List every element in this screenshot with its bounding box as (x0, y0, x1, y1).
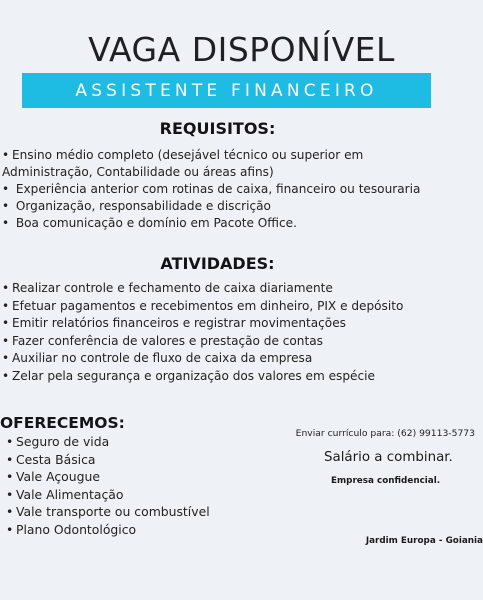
requisito-text: Organização, responsabilidade e discrição (15, 199, 271, 213)
oferecemos-heading: OFERECEMOS: (0, 414, 125, 432)
bullet-icon: • (2, 368, 10, 383)
atividade-text: Realizar controle e fechamento de caixa diariamente (12, 281, 333, 295)
list-item (2, 368, 403, 386)
bullet-icon: • (2, 281, 10, 295)
list-item (2, 333, 403, 351)
atividade-text: Fazer conferência de valores e prestação de contas (12, 333, 323, 348)
list-item (6, 521, 210, 539)
requisito-text: Experiência anterior com rotinas de caixa, financeiro ou tesouraria (15, 182, 421, 196)
bullet-icon: • (2, 316, 10, 331)
requisitos-list (2, 147, 420, 232)
benefit-text: Cesta Básica (16, 451, 96, 467)
requisito-text: Ensino médio completo (desejável técnico ou superior em Administração, Contabilidade ou áreas afins) (2, 148, 364, 179)
atividade-text: Efetuar pagamentos e recebimentos em dinheiro, PIX e depósito (12, 298, 404, 313)
bullet-icon: • (6, 469, 14, 485)
bullet-icon: • (6, 486, 14, 502)
salary-text: Salário a combinar. (324, 450, 453, 465)
bullet-icon: • (6, 521, 14, 537)
list-item (6, 503, 210, 521)
bullet-icon: • (2, 148, 10, 162)
benefit-text: Vale transporte ou combustível (16, 504, 210, 520)
list-item (6, 468, 210, 486)
send-cv-contact: Enviar currículo para: (62) 99113-5773 (295, 428, 475, 439)
requisitos-heading: REQUISITOS: (159, 119, 276, 138)
bullet-icon: • (2, 199, 10, 213)
bullet-icon: • (6, 504, 14, 520)
bullet-icon: • (6, 451, 14, 467)
bullet-icon: • (6, 434, 14, 449)
list-item (2, 298, 403, 316)
list-item (6, 486, 210, 504)
bullet-icon: • (2, 216, 10, 230)
bullet-icon: • (2, 333, 10, 348)
oferecemos-list (6, 433, 210, 539)
atividade-text: Auxiliar no controle de fluxo de caixa da empresa (12, 351, 313, 366)
atividade-text: Zelar pela segurança e organização dos valores em espécie (12, 368, 375, 383)
list-item (2, 181, 420, 198)
list-item (6, 433, 210, 451)
benefit-text: Vale Alimentação (16, 486, 124, 502)
list-item (2, 350, 403, 368)
list-item (2, 198, 420, 215)
bullet-icon: • (2, 182, 10, 196)
atividades-heading: ATIVIDADES: (160, 254, 275, 273)
job-title: ASSISTENTE FINANCEIRO (75, 80, 378, 101)
benefit-text: Seguro de vida (16, 434, 110, 449)
list-item (6, 451, 210, 469)
location-text: Jardim Europa - Goiania (365, 536, 483, 546)
list-item (2, 215, 420, 232)
page-title: VAGA DISPONÍVEL (88, 30, 395, 69)
atividades-list (2, 280, 403, 386)
requisito-text: Boa comunicação e domínio em Pacote Office. (15, 216, 297, 230)
atividade-text: Emitir relatórios financeiros e registrar movimentações (12, 316, 346, 331)
job-title-banner (22, 73, 431, 108)
bullet-icon: • (2, 298, 10, 313)
list-item (2, 147, 412, 181)
bullet-icon: • (2, 351, 10, 366)
company-text: Empresa confidencial. (331, 476, 441, 486)
list-item (2, 280, 403, 298)
list-item (2, 315, 403, 333)
benefit-text: Plano Odontológico (16, 521, 137, 537)
benefit-text: Vale Açougue (16, 469, 100, 485)
